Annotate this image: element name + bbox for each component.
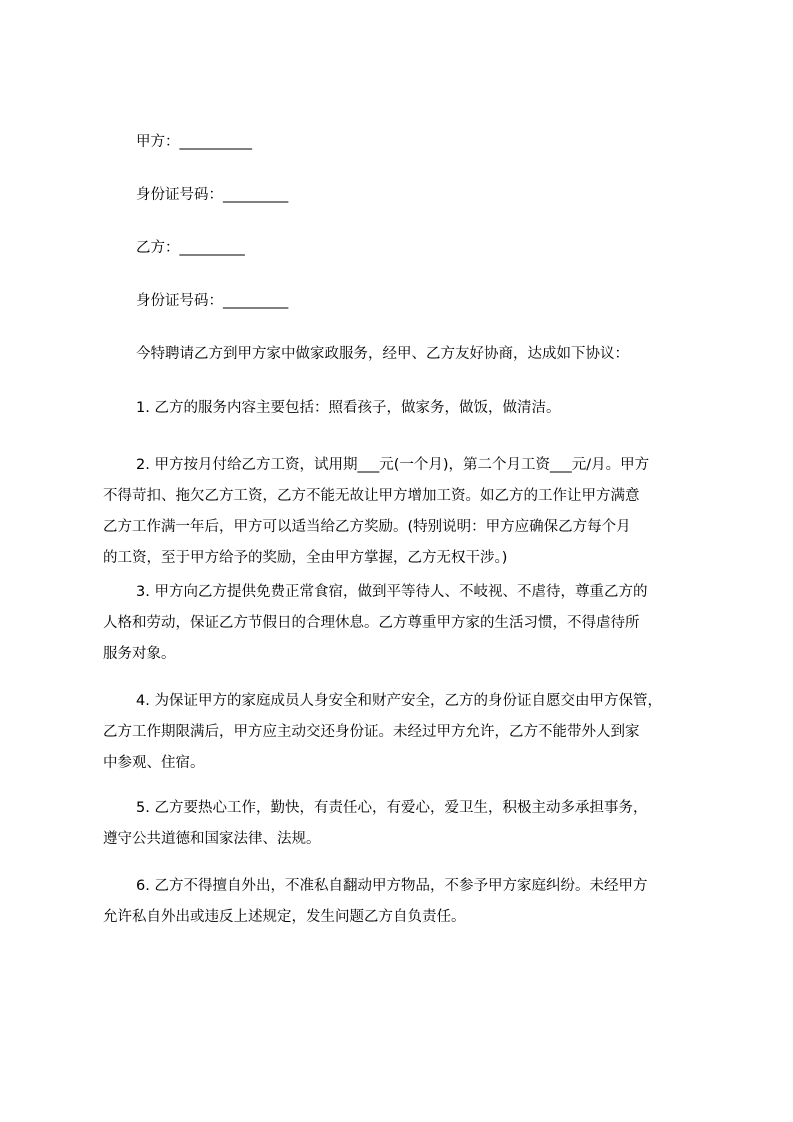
clause-5-line: 5. 乙方要热心工作，勤快，有责任心，有爱心，爱卫生，积极主动多承担事务， (136, 800, 648, 816)
clause-3 (103, 577, 693, 670)
clause-3-line: 人格和劳动，保证乙方节假日的合理休息。乙方尊重甲方家的生活习惯，不得虐待所 (103, 615, 640, 631)
party-a-id-field: 身份证号码：_________ (136, 187, 289, 203)
clause-3-line: 服务对象。 (103, 646, 176, 662)
intro-paragraph: 今特聘请乙方到甲方家中做家政服务，经甲、乙方友好协商，达成如下协议： (136, 346, 629, 362)
clause-4-line: 4. 为保证甲方的家庭成员人身安全和财产安全，乙方的身份证自愿交由甲方保管， (136, 693, 662, 709)
clause-5-line: 遵守公共道德和国家法律、法规。 (103, 831, 321, 847)
clause-4-line: 乙方工作期限满后，甲方应主动交还身份证。未经过甲方允许，乙方不能带外人到家 (103, 724, 640, 740)
clause-4-line: 中参观、住宿。 (103, 755, 205, 771)
clause-2 (103, 450, 693, 574)
clause-6-line: 6. 乙方不得擅自外出，不准私自翻动甲方物品，不参予甲方家庭纠纷。未经甲方 (136, 878, 648, 894)
clause-6 (103, 871, 693, 933)
clause-3-line: 3. 甲方向乙方提供免费正常食宿，做到平等待人、不岐视、不虐待，尊重乙方的 (136, 584, 648, 600)
clause-5 (103, 793, 693, 855)
party-b-field: 乙方：_________ (136, 240, 245, 256)
clause-6-line: 允许私自外出或违反上述规定，发生问题乙方自负责任。 (103, 909, 466, 925)
party-b-id-field: 身份证号码：_________ (136, 293, 289, 309)
clause-2-line: 的工资，至于甲方给予的奖励，全由甲方掌握，乙方无权干涉。) (103, 550, 508, 566)
clause-2-line: 乙方工作满一年后，甲方可以适当给乙方奖励。(特别说明：甲方应确保乙方每个月 (103, 519, 631, 535)
clause-2-line: 不得苛扣、拖欠乙方工资，乙方不能无故让甲方增加工资。如乙方的工作让甲方满意 (103, 488, 640, 504)
party-a-field: 甲方：__________ (136, 134, 252, 150)
clause-1: 1. 乙方的服务内容主要包括：照看孩子，做家务，做饭，做清洁。 (136, 400, 561, 416)
clause-2-line: 2. 甲方按月付给乙方工资，试用期___元(一个月)，第二个月工资___元/月。甲方 (136, 457, 650, 473)
clause-4 (103, 686, 693, 779)
